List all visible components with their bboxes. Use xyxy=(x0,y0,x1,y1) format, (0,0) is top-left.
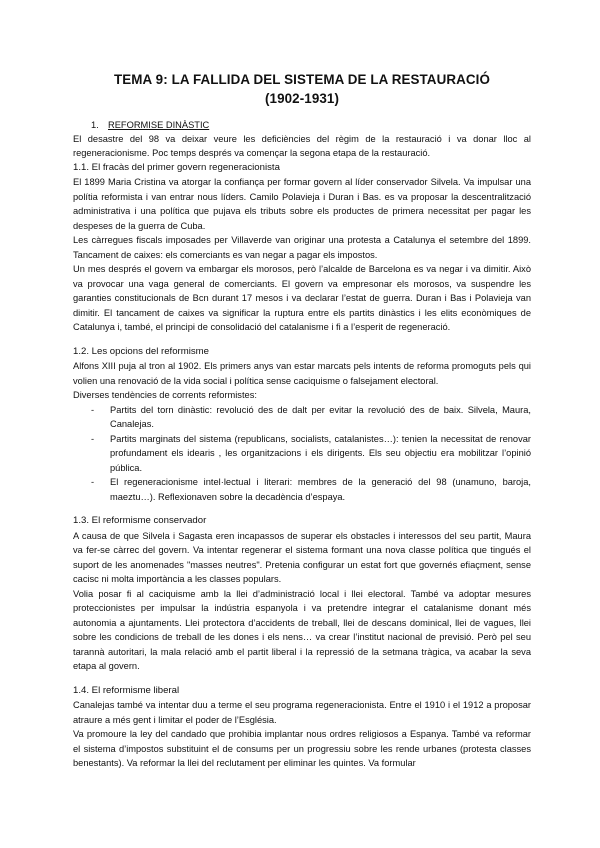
section-1-3-paragraph-1: A causa de que Silvela i Sagasta eren incapassos de superar els obstacles i interessos del seu partit, Maura va fer-se càrrec del govern. Va intentar regenerar el sistema formant una nova classe política que tingués el suport de les anomenades "masses neutres". Pretenia configurar un estat fort que governés efiaçment, sense cacisc ni molta importància a les classes populars. xyxy=(73,530,531,584)
section-1-label: REFORMISE DINÀSTIC xyxy=(108,120,210,130)
list-item xyxy=(73,475,531,504)
section-1-2-heading: 1.2. Les opcions del reformisme xyxy=(73,345,209,357)
section-1-1-heading: 1.1. El fracàs del primer govern regeneracionista xyxy=(73,161,280,173)
section-1-1-paragraph-3: Un mes després el govern va embargar els morosos, però l’alcalde de Barcelona es va negar i va dimitir. Això va provocar una vaga general de comerciants. El govern va empresonar els morosos, va suspendre les garanties constitucionals de Bcn durant 17 mesos i va declarar l’estat de guerra. Duran i Bas i Polavieja van dimitir. El tancament de caixes va significar la ruptura entre els partits dinàstics i les elits econòmiques de Catalunya i, també, el principi de consolidació del catalanisme i fi a l’esperit de regeneració. xyxy=(73,264,531,332)
list-item-text: Partits marginats del sistema (republicans, socialists, catalanistes…): tenien la necessitat de renovar profundament els idearis , les organitzacions i els dirigents. Els seu objectiu era mobilitzar l’opinió pública. xyxy=(110,433,531,473)
title-line-2: (1902-1931) xyxy=(264,91,340,106)
document-page xyxy=(73,70,531,771)
spacer xyxy=(73,335,531,345)
dash-bullet: - xyxy=(91,477,95,487)
list-item xyxy=(73,432,531,476)
dash-bullet: - xyxy=(91,404,95,415)
section-1-3-heading: 1.3. El reformisme conservador xyxy=(73,515,207,526)
section-1-4-paragraph-1: Canalejas també va intentar duu a terme el seu programa regeneracionista. Entre el 1910 i el 1912 a proposar atraure a més gent i limitar el poder de l’Església. xyxy=(73,700,531,725)
section-1-2-paragraph-1: Alfons XIII puja al tron al 1902. Els primers anys van estar marcats pels intents de reforma promoguts pels qui volien una renovació de la vida social i política sense caciquisme o falsejament electoral. xyxy=(73,361,531,386)
spacer xyxy=(73,504,531,514)
section-1-intro: El desastre del 98 va deixar veure les deficiències del règim de la restauració i va donar lloc al regeneracionisme. Poc temps després va començar la segona etapa de la restauració. xyxy=(73,133,531,158)
reformist-tendencies-list xyxy=(73,403,531,505)
section-1-2-paragraph-2: Diverses tendències de corrents reformistes: xyxy=(73,390,257,400)
section-1-1-paragraph-1: El 1899 Maria Cristina va atorgar la confiança per formar govern al líder conservador Silvela. Va impulsar una polítia reformista i van entrar nous líders. Camilo Polavieja i Duran i Bas. es va proposar la descentralització administrativa i una política que pujava els tributs sobre els productes de primera necessitat per pagar les despeses de la guerra de Cuba. xyxy=(73,177,531,231)
spacer xyxy=(73,674,531,684)
list-item-text: El regeneracionisme intel·lectual i literari: membres de la generació del 98 (unamuno, baroja, maeztu…). Reflexionaven sobre la decadència d’espaya. xyxy=(110,477,531,502)
section-1-4-heading: 1.4. El reformisme liberal xyxy=(73,684,180,696)
section-1-number: 1. xyxy=(91,120,99,130)
page-title xyxy=(73,70,531,108)
title-line-1: TEMA 9: LA FALLIDA DEL SISTEMA DE LA RESTAURACIÓ xyxy=(113,72,490,87)
dash-bullet: - xyxy=(91,433,95,444)
section-1-1-paragraph-2: Les càrregues fiscals imposades per Villaverde van originar una protesta a Catalunya el setembre del 1899. Tancament de caixes: els comerciants es van negar a pagar els impostos. xyxy=(73,235,531,260)
list-item-text: Partits del torn dinàstic: revolució des de dalt per evitar la revolució des de baix. Silvela, Maura, Canalejas. xyxy=(110,404,531,429)
section-1-heading xyxy=(73,120,531,132)
section-1-4-paragraph-2: Va promoure la ley del candado que prohibia implantar nous ordres religiosos a Espanya. També va reformar el sistema d’impostos substituint el de consums per un progressiu sobre les rende urbanes (protesta classes benestants). Va reformar la llei del reclutament per eliminar les quintes. Va formular xyxy=(73,729,531,768)
list-item xyxy=(73,403,531,432)
section-1-3-paragraph-2: Volia posar fi al caciquisme amb la llei d’administració local i llei electoral. També va adoptar mesures proteccionistes per impulsar la indústria espanyola i va pretendre integrar el catalanisme donant més autonomia a ajuntaments. Llei protectora d’accidents de treball, llei de descans dominical, llei de vagues, llei sobre les condicions de treball de les dones i els nens… va crear l’institut nacional de previsió. Però pel seu tarannà autoritari, la mala relació amb el partit liberal i la repressió de la setmana tràgica, va acabar la seva etapa al govern. xyxy=(73,588,531,671)
